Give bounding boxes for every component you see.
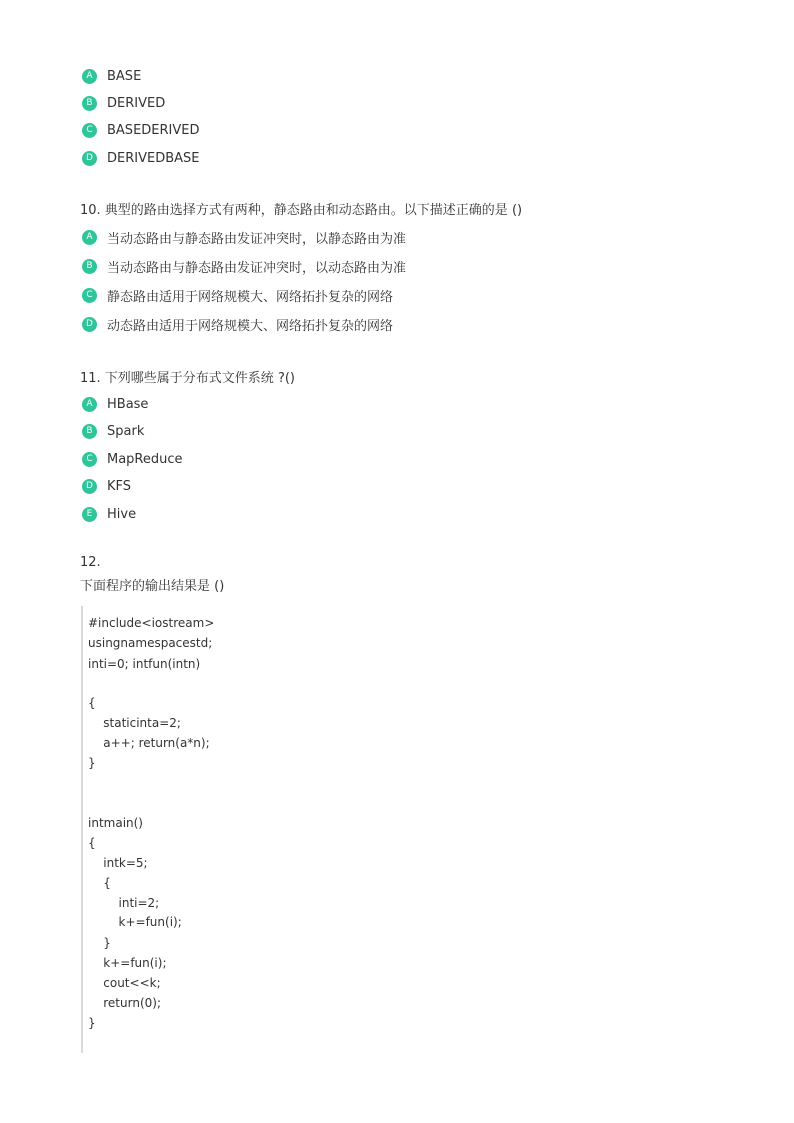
q11-option-d[interactable] bbox=[82, 478, 131, 494]
question-11-title: 11. 下列哪些属于分布式文件系统 ?() bbox=[80, 371, 295, 386]
code-line: intmain() bbox=[88, 816, 143, 830]
option-text: DERIVEDBASE bbox=[107, 150, 200, 166]
option-badge: D bbox=[82, 317, 97, 332]
option-badge: C bbox=[82, 452, 97, 467]
option-badge: C bbox=[82, 123, 97, 138]
option-text: MapReduce bbox=[107, 451, 183, 467]
code-line: k+=fun(i); bbox=[88, 956, 167, 970]
code-line: intk=5; bbox=[88, 856, 148, 870]
q9-option-a[interactable] bbox=[82, 68, 141, 84]
question-10-title: 10. 典型的路由选择方式有两种，静态路由和动态路由。以下描述正确的是 () bbox=[80, 203, 523, 218]
q9-option-b[interactable] bbox=[82, 95, 165, 111]
option-text: Spark bbox=[107, 423, 145, 439]
code-line: usingnamespacestd; bbox=[88, 636, 213, 650]
option-text: BASE bbox=[107, 68, 142, 84]
option-badge: A bbox=[82, 397, 97, 412]
option-badge: C bbox=[82, 288, 97, 303]
code-line: { bbox=[88, 836, 96, 850]
code-line: inti=0; intfun(intn) bbox=[88, 657, 201, 671]
q10-option-d[interactable] bbox=[82, 316, 393, 332]
q10-option-b[interactable] bbox=[82, 258, 406, 274]
code-line: } bbox=[88, 756, 96, 770]
code-line: } bbox=[88, 1016, 96, 1030]
code-line: staticinta=2; bbox=[88, 716, 181, 730]
code-line: a++; return(a*n); bbox=[88, 736, 210, 750]
question-12-title: 下面程序的输出结果是 () bbox=[80, 579, 225, 594]
code-line: inti=2; bbox=[88, 896, 160, 910]
option-text: HBase bbox=[107, 396, 149, 412]
q11-option-b[interactable] bbox=[82, 423, 144, 439]
question-12-number: 12. bbox=[80, 555, 101, 570]
option-badge: B bbox=[82, 424, 97, 439]
code-line: #include<iostream> bbox=[88, 616, 215, 630]
option-text: DERIVED bbox=[107, 95, 166, 111]
option-text: 当动态路由与静态路由发证冲突时，以静态路由为准 bbox=[107, 231, 407, 247]
q11-option-c[interactable] bbox=[82, 451, 183, 467]
code-line: return(0); bbox=[88, 996, 161, 1010]
option-badge: D bbox=[82, 479, 97, 494]
q9-option-d[interactable] bbox=[82, 150, 200, 166]
option-badge: A bbox=[82, 230, 97, 245]
option-badge: E bbox=[82, 507, 97, 522]
q10-option-a[interactable] bbox=[82, 229, 406, 245]
option-text: 当动态路由与静态路由发证冲突时，以动态路由为准 bbox=[107, 260, 407, 276]
q11-option-a[interactable] bbox=[82, 396, 148, 412]
option-text: BASEDERIVED bbox=[107, 122, 200, 138]
option-text: 动态路由适用于网络规模大、网络拓扑复杂的网络 bbox=[107, 318, 394, 334]
q11-option-e[interactable] bbox=[82, 506, 136, 522]
code-line: k+=fun(i); bbox=[88, 915, 182, 929]
code-line: { bbox=[88, 876, 111, 890]
option-badge: B bbox=[82, 96, 97, 111]
code-line: { bbox=[88, 696, 96, 710]
option-text: 静态路由适用于网络规模大、网络拓扑复杂的网络 bbox=[107, 289, 394, 305]
q10-option-c[interactable] bbox=[82, 287, 393, 303]
option-badge: A bbox=[82, 69, 97, 84]
code-line: cout<<k; bbox=[88, 976, 161, 990]
code-line: } bbox=[88, 936, 111, 950]
option-badge: B bbox=[82, 259, 97, 274]
option-text: Hive bbox=[107, 506, 137, 522]
option-badge: D bbox=[82, 151, 97, 166]
q9-option-c[interactable] bbox=[82, 122, 200, 138]
option-text: KFS bbox=[107, 478, 132, 494]
